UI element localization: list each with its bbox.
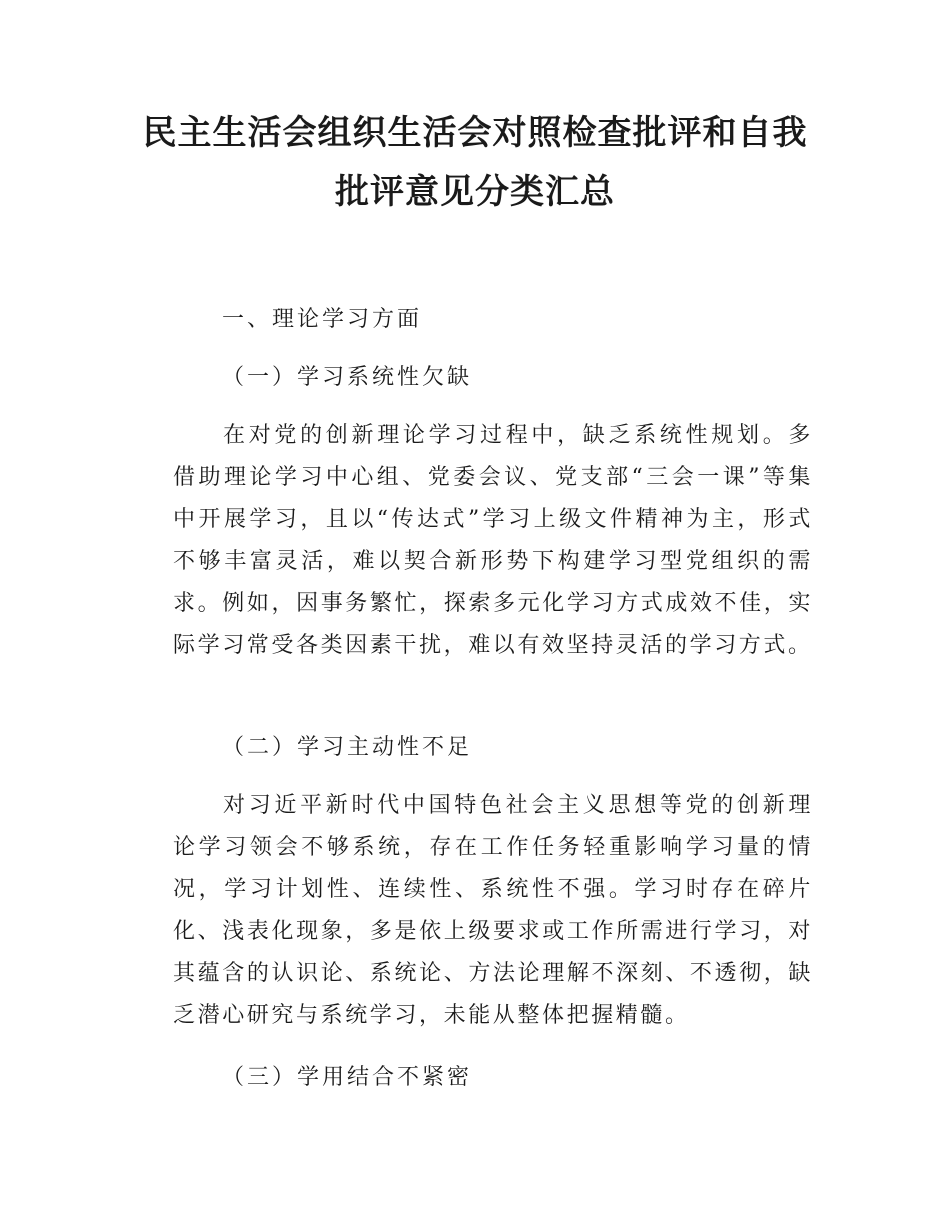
subsection-heading-3: （三）学用结合不紧密 bbox=[222, 1065, 473, 1090]
subsection-heading-2: （二）学习主动性不足 bbox=[222, 735, 473, 760]
paragraph-2: 对习近平新时代中国特色社会主义思想等党的创新理论学习领会不够系统，存在工作任务轻重影响学习量的情况，学习计划性、连续性、系统性不强。学习时存在碎片化、浅表化现象，多是依上级要求或工作所需进行学习，对其蕴含的认识论、系统论、方法论理解不深刻、不透彻，缺乏潜心研究与系统学习，未能从整体把握精髓。 bbox=[173, 793, 813, 1028]
paragraph-1: 在对党的创新理论学习过程中，缺乏系统性规划。多借助理论学习中心组、党委会议、党支部“三会一课”等集中开展学习，且以“传达式”学习上级文件精神为主，形式不够丰富灵活，难以契合新形势下构建学习型党组织的需求。例如，因事务繁忙，探索多元化学习方式成效不佳，实际学习常受各类因素干扰，难以有效坚持灵活的学习方式。 bbox=[173, 423, 813, 658]
document-title-line-2: 批评意见分类汇总 bbox=[335, 172, 615, 212]
document-title-line-1: 民主生活会组织生活会对照检查批评和自我 bbox=[142, 113, 808, 153]
section-heading: 一、理论学习方面 bbox=[222, 307, 423, 332]
subsection-heading-1: （一）学习系统性欠缺 bbox=[222, 365, 473, 390]
